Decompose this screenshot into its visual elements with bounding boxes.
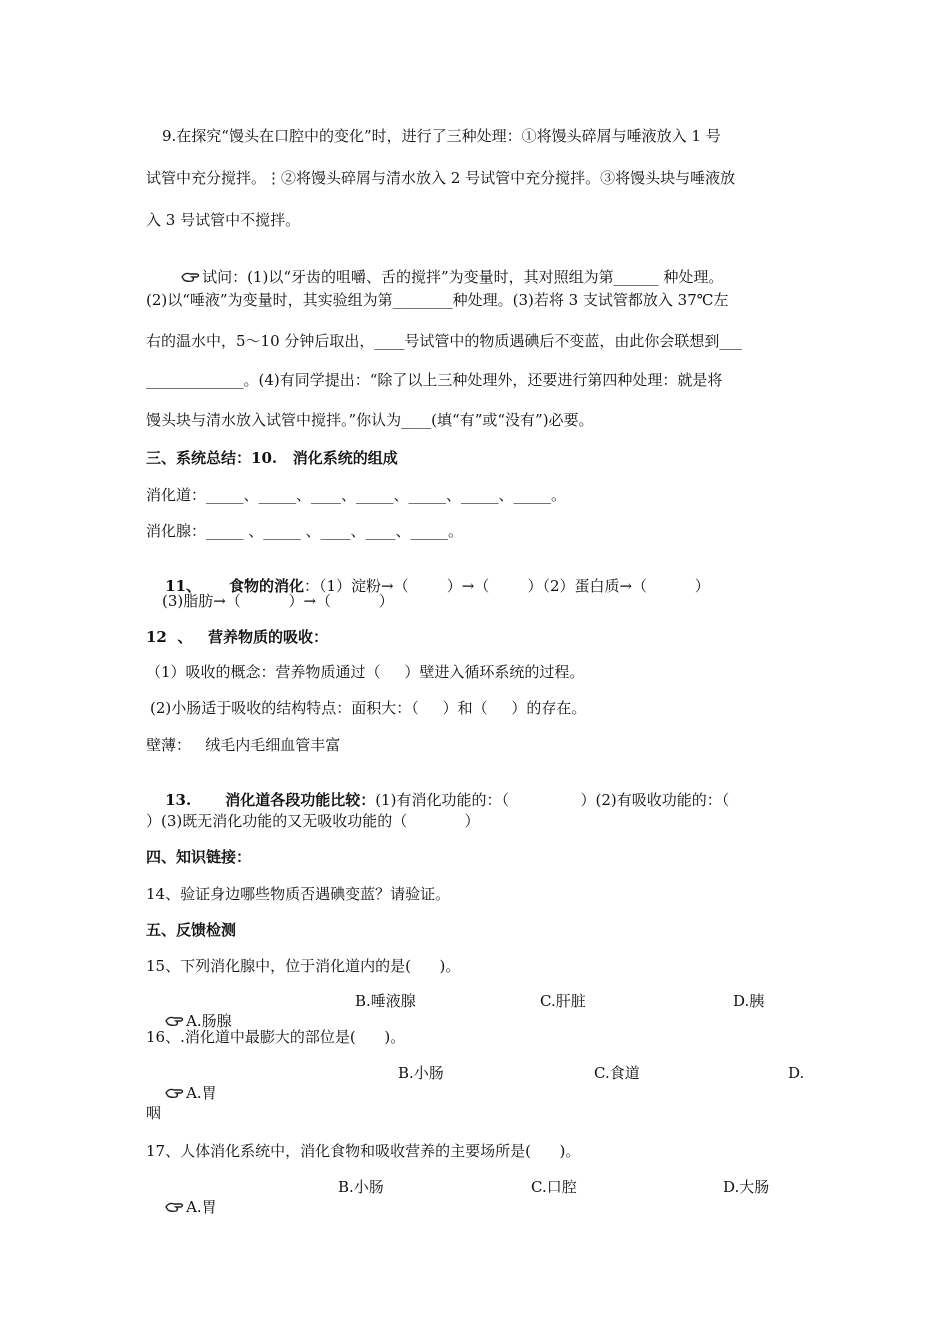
q16-stem: 16、.消化道中最膨大的部位是( )。 [146, 1028, 406, 1046]
q9-line-6: 右的温水中，5～10 分钟后取出，____号试管中的物质遇碘后不变蓝，由此你会联想到___ [146, 332, 742, 350]
q16-option-d-continued: 咽 [146, 1104, 162, 1122]
q17-option-a [146, 1177, 217, 1237]
q9-line-7: _____________。(4)有同学提出：“除了以上三种处理外，还要进行第四种处理：就是将 [146, 371, 723, 389]
q15-stem: 15、下列消化腺中，位于消化道内的是( )。 [146, 957, 461, 975]
q15-option-b: B.唾液腺 [355, 992, 416, 1010]
section-5-heading: 五、反馈检测 [146, 921, 237, 939]
hand-pointer-icon [165, 1015, 185, 1027]
q17-option-b: B.小肠 [338, 1178, 384, 1196]
q11-line-2: (3)脂肪→（ ）→（ ） [162, 592, 394, 610]
q11-number: 11、 [165, 577, 201, 595]
q12-line-1: （1）吸收的概念：营养物质通过（ ）壁进入循环系统的过程。 [146, 663, 585, 681]
q16-option-d: D. [788, 1064, 805, 1082]
digestive-glands-line: 消化腺：_____ 、_____ 、____、____、_____。 [146, 522, 464, 540]
hand-pointer-icon [165, 1201, 185, 1213]
q9-line-1: 9.在探究“馒头在口腔中的变化”时，进行了三种处理：①将馒头碎屑与唾液放入 1 号 [162, 127, 721, 145]
section-4-heading: 四、知识链接： [146, 848, 252, 866]
section-3-heading: 三、系统总结：10. 消化系统的组成 [146, 449, 398, 467]
q13-rest: (1)有消化功能的：（ ）(2)有吸收功能的：（ [375, 791, 730, 809]
q9-line-3: 入 3 号试管中不搅拌。 [146, 211, 301, 229]
q12-line-2: (2)小肠适于吸收的结构特点：面积大：（ ）和（ ）的存在。 [150, 699, 587, 717]
q9-line-4-text: 试问：(1)以“牙齿的咀嚼、舌的搅拌”为变量时，其对照组为第______ 种处理。 [202, 268, 724, 286]
q14-line: 14、验证身边哪些物质否遇碘变蓝？请验证。 [146, 885, 451, 903]
q17-option-a-text: A.胃 [186, 1198, 217, 1216]
q15-option-c: C.肝脏 [540, 992, 586, 1010]
q13-title: 消化道各段功能比较： [225, 791, 376, 809]
q16-option-a-text: A.胃 [186, 1084, 217, 1102]
q9-line-8: 馒头块与清水放入试管中搅拌。”你认为____(填“有”或“没有”)必要。 [146, 411, 594, 429]
q15-option-a-text: A.肠腺 [186, 1012, 232, 1030]
q16-option-b: B.小肠 [398, 1064, 444, 1082]
q16-option-c: C.食道 [594, 1064, 640, 1082]
q11-rest: ：（1）淀粉→（ ）→（ ）（2）蛋白质→（ ） [303, 577, 710, 595]
q13-number: 13. [165, 791, 192, 809]
q12-line-3: 壁薄： 绒毛内毛细血管丰富 [146, 736, 341, 754]
hand-pointer-icon [181, 271, 201, 283]
q9-line-5: (2)以“唾液”为变量时，其实验组为第________种处理。(3)若将 3 支试管都放入 37℃左 [146, 291, 729, 309]
q15-option-d: D.胰 [733, 992, 765, 1010]
q17-stem: 17、人体消化系统中，消化食物和吸收营养的主要场所是( )。 [146, 1142, 581, 1160]
hand-pointer-icon [165, 1087, 185, 1099]
q17-option-c: C.口腔 [531, 1178, 577, 1196]
digestive-tract-line: 消化道：_____、_____、____、_____、_____、_____、_____。 [146, 486, 567, 504]
q17-option-d: D.大肠 [723, 1178, 770, 1196]
q13-line-2: ）(3)既无消化功能的又无吸收功能的（ ） [146, 812, 480, 830]
q12-heading: 12 、 营养物质的吸收： [146, 628, 328, 646]
q11-title: 食物的消化 [228, 577, 304, 595]
q9-line-2: 试管中充分搅拌。⋮②将馒头碎屑与清水放入 2 号试管中充分搅拌。③将馒头块与唾液放 [146, 169, 736, 187]
